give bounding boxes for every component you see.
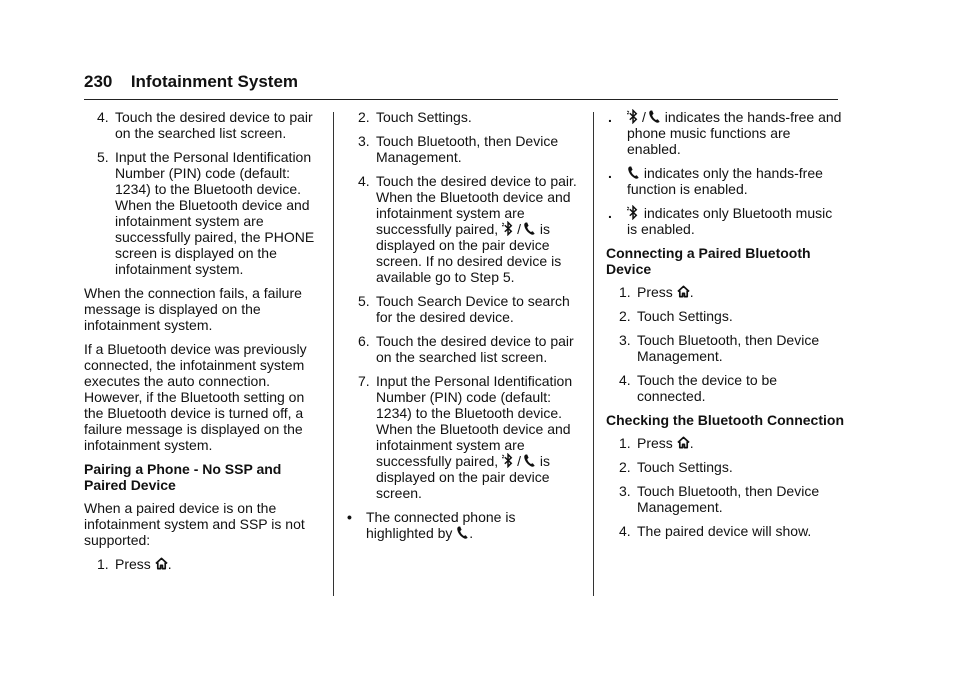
step-number: 5. bbox=[97, 149, 109, 165]
bullet-handsfree-music: . / indicates the hands-free and phone music functions are enabled. bbox=[608, 109, 842, 157]
bullet-text: indicates only the hands-free function is enabled. bbox=[627, 165, 823, 197]
step-number: 2. bbox=[358, 109, 370, 125]
step-text: Press bbox=[637, 284, 673, 300]
paragraph-auto-connection: If a Bluetooth device was previously connected, the infotainment system executes the auto connection. However, if the Bluetooth setting on the Bluetooth device is turned off, a failure message is displayed on the infotainment system. bbox=[84, 341, 307, 453]
phone-icon bbox=[523, 453, 536, 468]
step-number: 7. bbox=[358, 373, 370, 389]
paragraph-connection-fails: When the connection fails, a failure message is displayed on the infotainment system. bbox=[84, 285, 302, 333]
step-number: 4. bbox=[97, 109, 109, 125]
phone-icon bbox=[627, 165, 640, 180]
connect-step-2 bbox=[606, 308, 846, 324]
step-number: 4. bbox=[619, 523, 631, 539]
step-3 bbox=[345, 133, 585, 165]
check-step-3 bbox=[606, 483, 846, 515]
step-text: Press bbox=[115, 556, 151, 572]
heading-connecting-paired-device: Connecting a Paired Bluetooth Device bbox=[606, 245, 811, 277]
step-4: 4. Touch the desired device to pair. When the Bluetooth device and infotainment system are successfully paired, / is displayed on the pair device screen. If no desired device is available go to Step 5. bbox=[358, 173, 577, 285]
step-text: Touch Settings. bbox=[376, 109, 472, 125]
step-text: Touch the desired device to pair on the searched list screen. bbox=[376, 333, 574, 365]
bullet-mark: • bbox=[347, 509, 352, 525]
bullet-connected-phone: • The connected phone is highlighted by . bbox=[347, 509, 516, 541]
column-2 bbox=[345, 109, 585, 549]
step-number: 5. bbox=[358, 293, 370, 309]
step-text-cont: is displayed on the pair device screen. bbox=[376, 453, 550, 501]
step-text-cont: is displayed on the pair device screen. If no desired device is available go to Step 5. bbox=[376, 221, 562, 285]
step-7: 7. Input the Personal Identification Number (PIN) code (default: 1234) to the Bluetooth device. When the Bluetooth device and infotainment system are successfully paired, / is displayed on the pair device screen. bbox=[358, 373, 573, 501]
phone-icon bbox=[456, 525, 469, 540]
header-rule bbox=[84, 99, 838, 100]
home-icon bbox=[677, 284, 690, 299]
column-3 bbox=[606, 109, 846, 547]
connect-step-1: 1. Press . bbox=[619, 284, 694, 300]
step-text: Touch the desired device to pair on the searched list screen. bbox=[115, 109, 313, 141]
step-text: Touch Settings. bbox=[637, 459, 733, 475]
heading-checking-connection: Checking the Bluetooth Connection bbox=[606, 412, 844, 428]
step-5 bbox=[345, 293, 585, 325]
bluetooth-icon bbox=[627, 109, 640, 124]
step-number: 2. bbox=[619, 308, 631, 324]
step-6 bbox=[345, 333, 585, 365]
step-text: Press bbox=[637, 435, 673, 451]
step-number: 3. bbox=[358, 133, 370, 149]
step-text: Touch Search Device to search for the desired device. bbox=[376, 293, 570, 325]
bluetooth-icon bbox=[502, 453, 515, 468]
phone-icon bbox=[523, 221, 536, 236]
bullet-text: indicates the hands-free and phone music functions are enabled. bbox=[627, 109, 842, 157]
section-title: Infotainment System bbox=[130, 72, 299, 91]
step-number: 1. bbox=[97, 556, 109, 572]
step-number: 2. bbox=[619, 459, 631, 475]
bullet-text: indicates only Bluetooth music is enabled. bbox=[627, 205, 833, 237]
step-text: Touch the desired device to pair. When the Bluetooth device and infotainment system are successfully paired, bbox=[376, 173, 577, 237]
column-divider bbox=[593, 112, 594, 596]
connect-step-4 bbox=[606, 372, 846, 404]
check-step-2 bbox=[606, 459, 846, 475]
page-header bbox=[84, 72, 838, 92]
step-text: Input the Personal Identification Number (PIN) code (default: 1234) to the Bluetooth device. When the Bluetooth device and infotainment system are successfully paired, bbox=[376, 373, 573, 469]
bluetooth-icon bbox=[627, 205, 640, 220]
step-text: Touch Settings. bbox=[637, 308, 733, 324]
step-number: 3. bbox=[619, 332, 631, 348]
connect-step-3 bbox=[606, 332, 846, 364]
step-4 bbox=[84, 109, 324, 141]
step-text: The paired device will show. bbox=[637, 523, 812, 539]
bullet-text: The connected phone is highlighted by bbox=[366, 509, 516, 541]
bullet-mark: . bbox=[608, 205, 612, 221]
step-number: 4. bbox=[358, 173, 370, 189]
step-number: 1. bbox=[619, 435, 631, 451]
step-number: 1. bbox=[619, 284, 631, 300]
column-divider bbox=[333, 112, 334, 596]
bullet-mark: . bbox=[608, 109, 612, 125]
check-step-4 bbox=[606, 523, 846, 539]
paragraph-ssp-not-supported: When a paired device is on the infotainment system and SSP is not supported: bbox=[84, 500, 305, 548]
phone-icon bbox=[648, 109, 661, 124]
column-1 bbox=[84, 109, 324, 580]
step-1: 1. Press . bbox=[97, 556, 172, 572]
step-2 bbox=[345, 109, 585, 125]
heading-pairing-no-ssp: Pairing a Phone - No SSP and Paired Device bbox=[84, 461, 282, 493]
bullet-handsfree-only bbox=[606, 165, 846, 197]
page-number: 230 bbox=[84, 72, 113, 91]
check-step-1: 1. Press . bbox=[619, 435, 694, 451]
step-text: Touch Bluetooth, then Device Management. bbox=[637, 483, 820, 515]
bluetooth-icon bbox=[502, 221, 515, 236]
step-text: Touch the device to be connected. bbox=[637, 372, 778, 404]
bullet-mark: . bbox=[608, 165, 612, 181]
step-text: Input the Personal Identification Number (PIN) code (default: 1234) to the Bluetooth device. When the Bluetooth device and infotainment system are successfully paired, the PHONE screen is displayed on the infotainment system. bbox=[115, 149, 315, 277]
home-icon bbox=[677, 435, 690, 450]
bullet-bluetooth-music-only bbox=[606, 205, 846, 237]
step-5 bbox=[84, 149, 324, 277]
step-number: 6. bbox=[358, 333, 370, 349]
step-number: 4. bbox=[619, 372, 631, 388]
home-icon bbox=[155, 556, 168, 571]
step-text: Touch Bluetooth, then Device Management. bbox=[376, 133, 559, 165]
step-number: 3. bbox=[619, 483, 631, 499]
step-text: Touch Bluetooth, then Device Management. bbox=[637, 332, 820, 364]
